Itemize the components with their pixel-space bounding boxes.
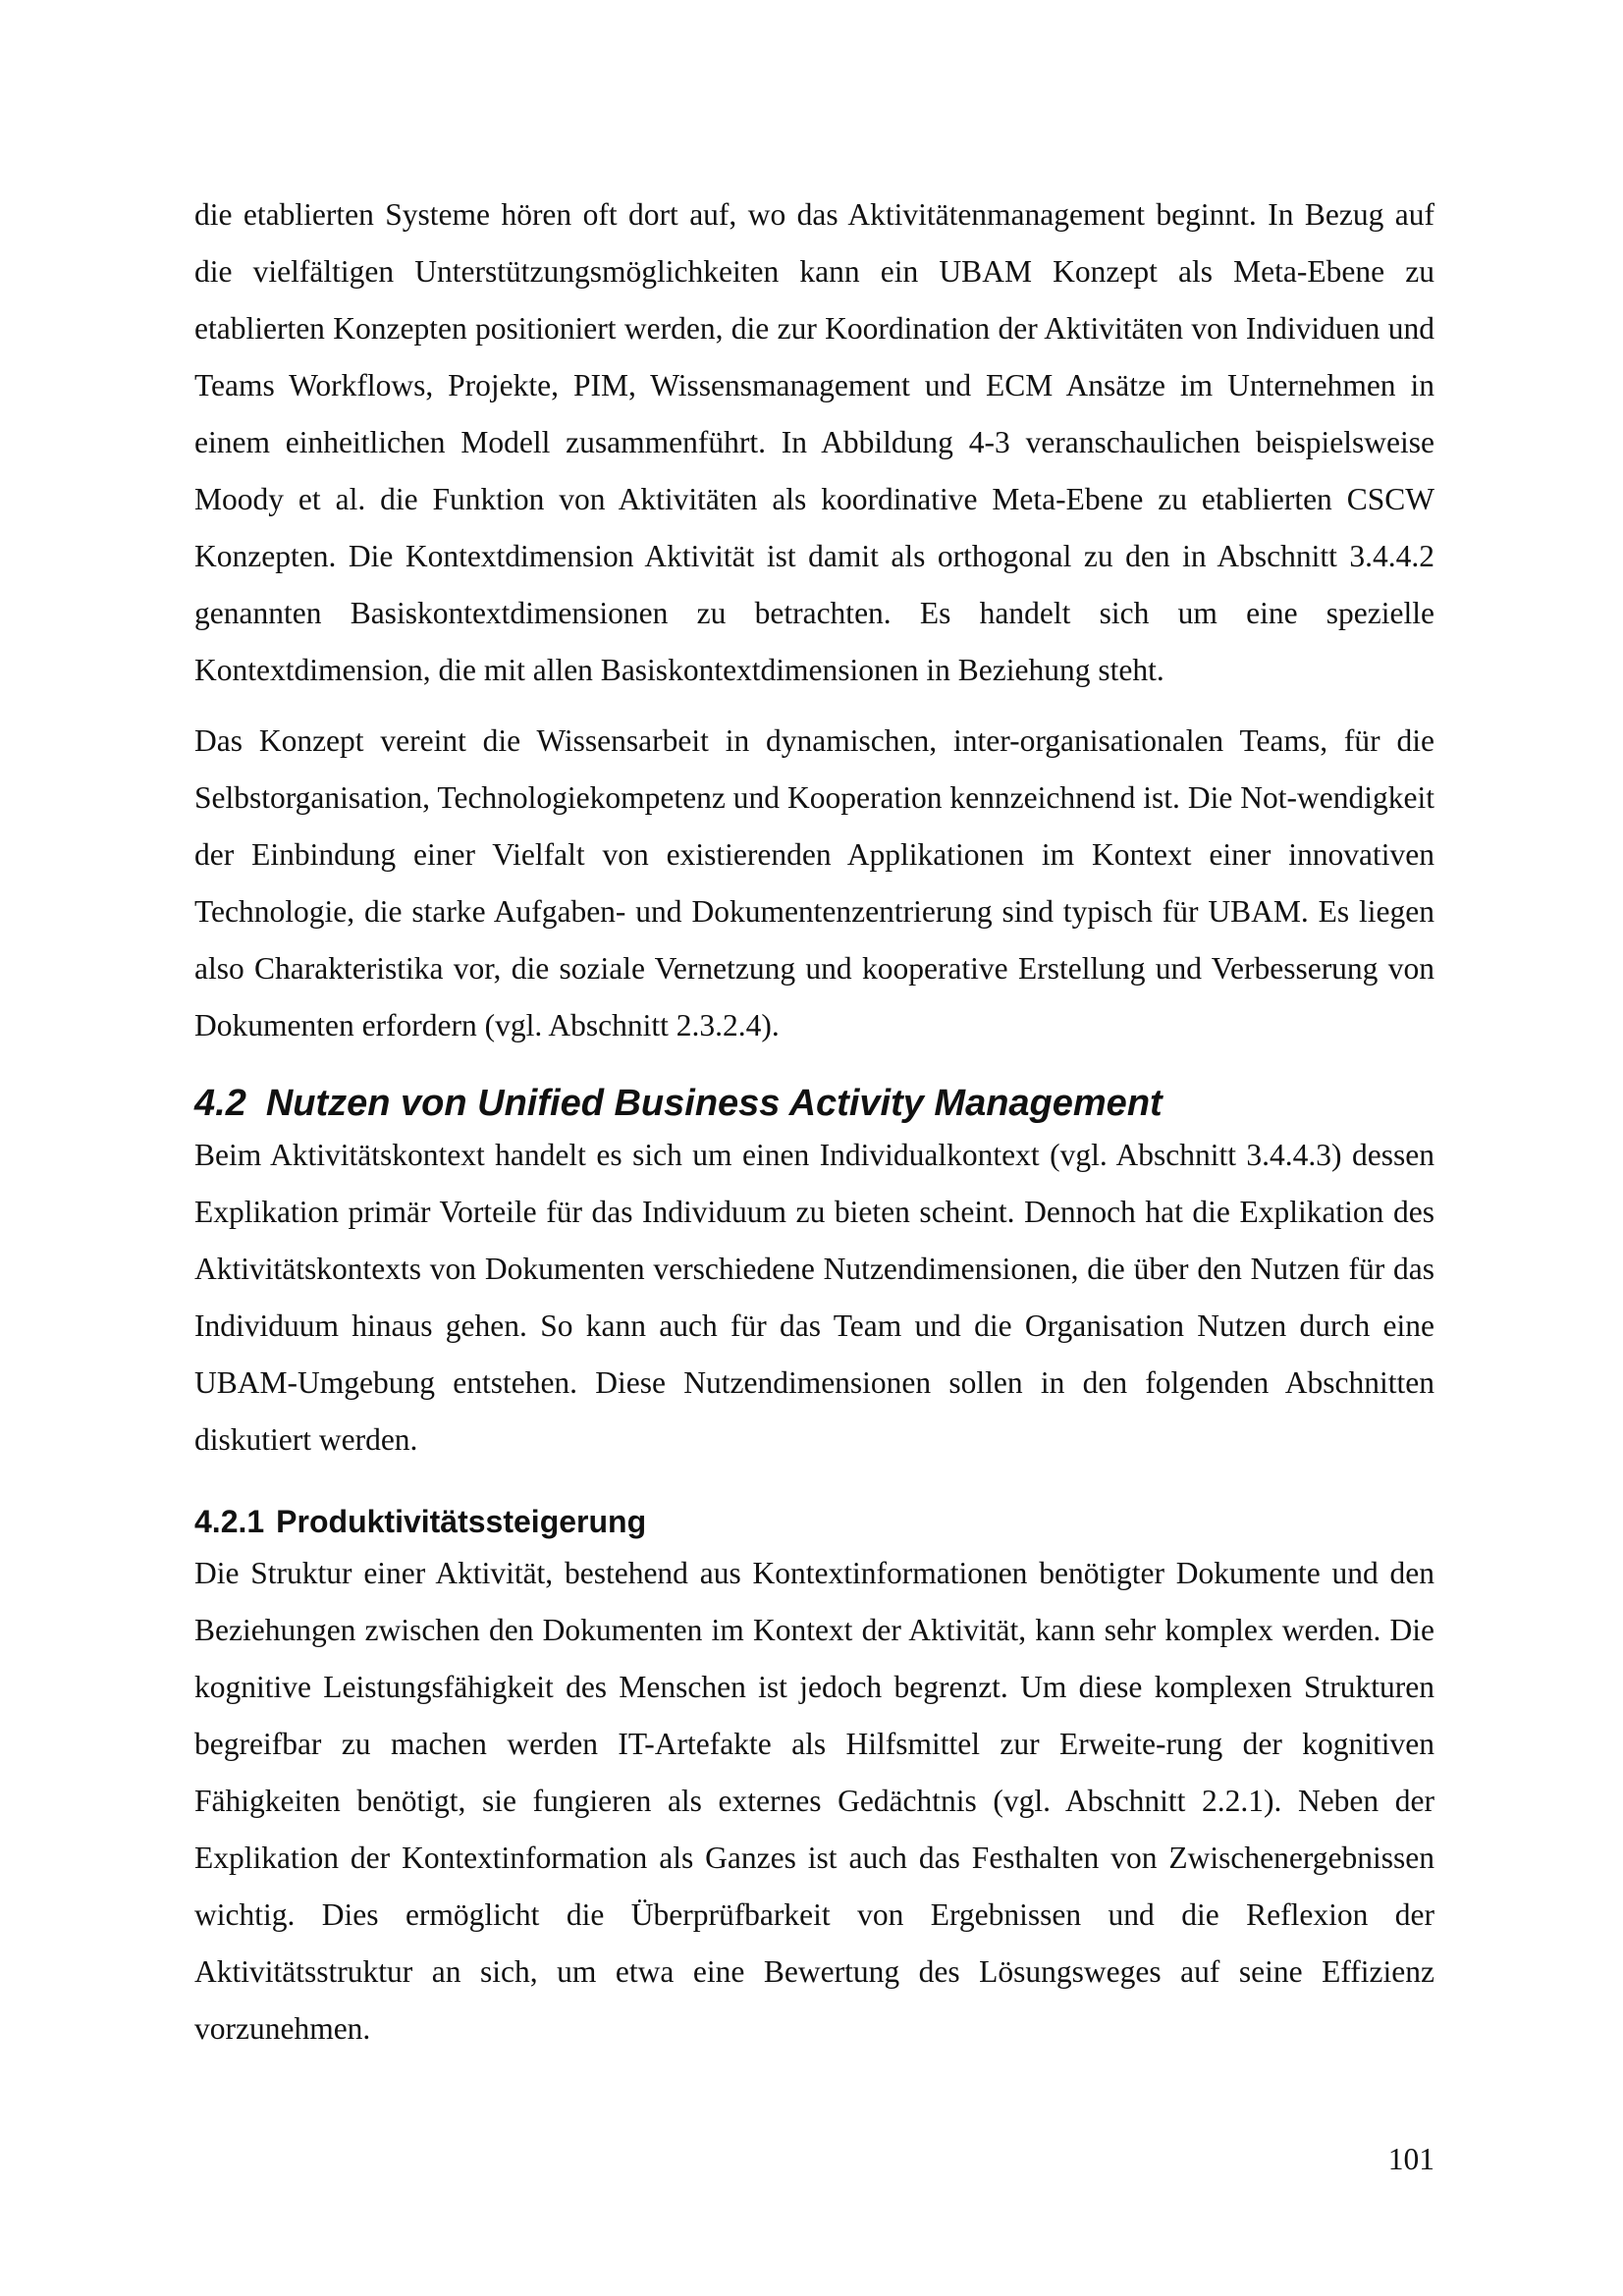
intro-paragraph-2: Das Konzept vereint die Wissensarbeit in dynamischen, inter-organisationalen Teams, für die Selbstorganisation, Technologiekompetenz und Kooperation kennzeichnend ist. Die Not-wendigkeit der Einbindung einer Vielfalt von existierenden Applikationen im Kontext einer innovativen Technologie, die starke Aufgaben- und Dokumentenzentrierung sind typisch für UBAM. Es liegen also Charakteristika vor, die soziale Vernetzung und kooperative Erstellung und Verbesserung von Dokumenten erfordern (vgl. Abschnitt 2.3.2.4). [194, 723, 1434, 1042]
page-number: 101 [1387, 2142, 1434, 2176]
section-number: 4.2 [194, 1083, 246, 1124]
subsection-paragraph: Die Struktur einer Aktivität, bestehend aus Kontextinformationen benötigter Dokumente und den Beziehungen zwischen den Dokumenten im Kontext der Aktivität, kann sehr komplex werden. Die kognitive Leistungsfähigkeit des Menschen ist jedoch begrenzt. Um diese komplexen Strukturen begreifbar zu machen werden IT-Artefakte als Hilfsmittel zur Erweite-rung der kognitiven Fähigkeiten benötigt, sie fungieren als externes Gedächtnis (vgl. Abschnitt 2.2.1). Neben der Explikation der Kontextinformation als Ganzes ist auch das Festhalten von Zwischenergebnissen wichtig. Dies ermöglicht die Überprüfbarkeit von Ergebnissen und die Reflexion der Aktivitätsstruktur an sich, um etwa eine Bewertung des Lösungsweges auf seine Effizienz vorzunehmen. [194, 1556, 1434, 2046]
document-page [194, 187, 1434, 2057]
intro-paragraph-1: die etablierten Systeme hören oft dort auf, wo das Aktivitätenmanagement beginnt. In Bezug auf die vielfältigen Unterstützungsmöglichkeiten kann ein UBAM Konzept als Meta-Ebene zu etablierten Konzepten positioniert werden, die zur Koordination der Aktivitäten von Individuen und Teams Workflows, Projekte, PIM, Wissensmanagement und ECM Ansätze im Unternehmen in einem einheitlichen Modell zusammenführt. In Abbildung 4-3 veranschaulichen beispielsweise Moody et al. die Funktion von Aktivitäten als koordinative Meta-Ebene zu etablierten CSCW Konzepten. Die Kontextdimension Aktivität ist damit als orthogonal zu den in Abschnitt 3.4.4.2 genannten Basiskontextdimensionen zu betrachten. Es handelt sich um eine spezielle Kontextdimension, die mit allen Basiskontextdimensionen in Beziehung steht. [194, 197, 1434, 687]
subsection-title: Produktivitätssteigerung [276, 1504, 647, 1539]
section-title: Nutzen von Unified Business Activity Management [265, 1083, 1163, 1124]
section-heading [194, 1082, 1434, 1125]
subsection-number: 4.2.1 [194, 1504, 265, 1539]
section-paragraph: Beim Aktivitätskontext handelt es sich um einen Individualkontext (vgl. Abschnitt 3.4.4.3) dessen Explikation primär Vorteile für das Individuum zu bieten scheint. Dennoch hat die Explikation des Aktivitätskontexts von Dokumenten verschiedene Nutzendimensionen, die über den Nutzen für das Individuum hinaus gehen. So kann auch für das Team und die Organisation Nutzen durch eine UBAM-Umgebung entstehen. Diese Nutzendimensionen sollen in den folgenden Abschnitten diskutiert werden. [194, 1138, 1434, 1457]
subsection-heading [194, 1502, 1434, 1541]
